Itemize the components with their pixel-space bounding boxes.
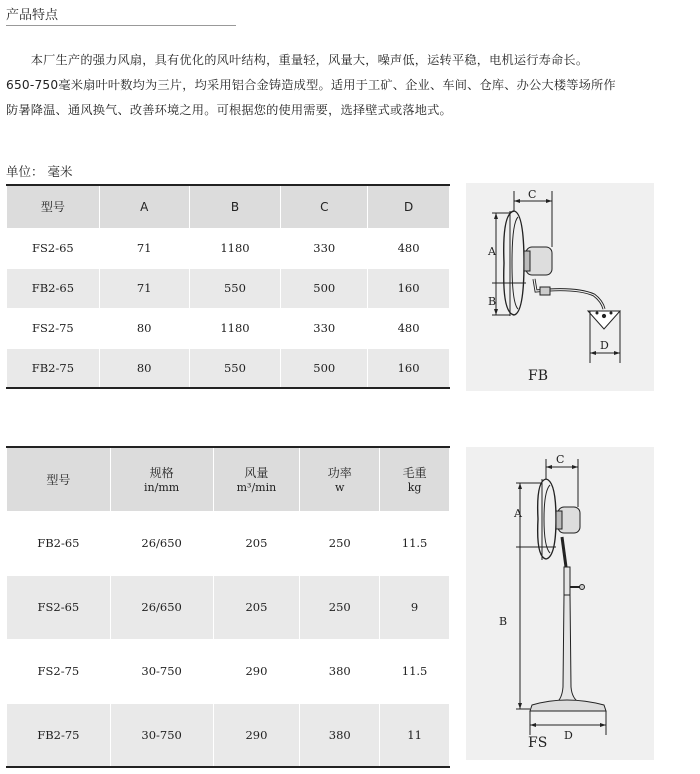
table-cell: 330 <box>281 308 368 348</box>
description-line: 650-750毫米扇叶叶数均为三片，均采用铝合金铸造成型。适用于工矿、企业、车间、仓库、办公大楼等场所作 <box>6 78 616 92</box>
column-header <box>213 447 300 511</box>
header-unit: in/mm <box>144 481 180 495</box>
dimension-label-b: B <box>488 295 497 308</box>
table-header-row <box>7 447 450 511</box>
table-cell: 330 <box>281 228 368 268</box>
table-cell: 30-750 <box>110 703 213 767</box>
column-header: A <box>99 185 189 228</box>
table-cell: 71 <box>99 268 189 308</box>
title-divider <box>6 25 236 26</box>
dimension-label-c: C <box>556 453 565 466</box>
column-header: 型号 <box>7 185 100 228</box>
table-cell: 500 <box>281 348 368 388</box>
header-line: 风量 <box>244 466 269 481</box>
header-line: 规格 <box>149 466 174 481</box>
table-cell: 80 <box>99 308 189 348</box>
table-cell: 480 <box>368 228 450 268</box>
fb-diagram-panel <box>466 183 654 391</box>
table-cell: 290 <box>213 703 300 767</box>
table-cell: 160 <box>368 348 450 388</box>
table-cell: 11.5 <box>380 511 450 575</box>
dimension-label-d: D <box>600 339 609 352</box>
table-cell: 26/650 <box>110 511 213 575</box>
dimension-label-a: A <box>514 507 522 520</box>
header-line: 型号 <box>46 472 71 487</box>
table-cell: 480 <box>368 308 450 348</box>
table-cell: FB2-65 <box>7 268 100 308</box>
table-cell: 30-750 <box>110 639 213 703</box>
table-cell: 26/650 <box>110 575 213 639</box>
column-header: D <box>368 185 450 228</box>
header-line: 毛重 <box>402 466 427 481</box>
table-cell: FB2-75 <box>7 348 100 388</box>
table-cell: 160 <box>368 268 450 308</box>
table-row <box>7 639 450 703</box>
table-header-row <box>7 185 450 228</box>
table-row <box>7 703 450 767</box>
table-cell: 500 <box>281 268 368 308</box>
table-cell: FB2-75 <box>7 703 111 767</box>
table-row <box>7 348 450 388</box>
table-cell: 250 <box>300 511 380 575</box>
dimension-label-b: B <box>499 615 508 628</box>
fb-caption: FB <box>528 368 549 384</box>
fs-caption: FS <box>528 735 548 751</box>
table-cell: FS2-65 <box>7 575 111 639</box>
fb-wall-fan-diagram <box>466 183 654 391</box>
fs-floor-fan-diagram <box>466 447 654 760</box>
column-header <box>110 447 213 511</box>
dimensions-table <box>6 184 450 389</box>
dimension-label-c: C <box>528 188 537 201</box>
table-cell: 550 <box>189 348 281 388</box>
header-unit: m³/min <box>236 481 277 495</box>
table-row <box>7 575 450 639</box>
description-line: 本厂生产的强力风扇，具有优化的风叶结构，重量轻，风量大，噪声低，运转平稳，电机运行寿命长。 <box>6 53 589 67</box>
column-header <box>380 447 450 511</box>
column-header: C <box>281 185 368 228</box>
table-row <box>7 268 450 308</box>
table-cell: 380 <box>300 639 380 703</box>
dimension-label-d: D <box>564 729 573 742</box>
dimension-label-a: A <box>488 245 496 258</box>
column-header: B <box>189 185 281 228</box>
table-cell: FS2-65 <box>7 228 100 268</box>
table-cell: FS2-75 <box>7 639 111 703</box>
table-cell: 1180 <box>189 228 281 268</box>
table-cell: 11.5 <box>380 639 450 703</box>
table-cell: 80 <box>99 348 189 388</box>
table-cell: 9 <box>380 575 450 639</box>
table-cell: 550 <box>189 268 281 308</box>
table-cell: 290 <box>213 639 300 703</box>
table-cell: 380 <box>300 703 380 767</box>
header-unit: kg <box>407 481 422 495</box>
table-cell: 11 <box>380 703 450 767</box>
section-title: 产品特点 <box>6 8 59 23</box>
table-row <box>7 228 450 268</box>
table-cell: FS2-75 <box>7 308 100 348</box>
table-cell: 250 <box>300 575 380 639</box>
table-cell: 205 <box>213 511 300 575</box>
table-cell: FB2-65 <box>7 511 111 575</box>
unit-label: 单位： 毫米 <box>6 164 73 179</box>
fs-diagram-panel <box>466 447 654 760</box>
table-cell: 1180 <box>189 308 281 348</box>
table-cell: 71 <box>99 228 189 268</box>
description-line: 防暑降温、通风换气、改善环境之用。可根据您的使用需要，选择壁式或落地式。 <box>6 103 452 117</box>
column-header <box>7 447 111 511</box>
specifications-table <box>6 446 450 768</box>
description-paragraph <box>6 48 696 123</box>
header-unit: w <box>335 481 345 495</box>
table-cell: 205 <box>213 575 300 639</box>
header-line: 功率 <box>327 466 352 481</box>
table-row <box>7 308 450 348</box>
table-row <box>7 511 450 575</box>
column-header <box>300 447 380 511</box>
